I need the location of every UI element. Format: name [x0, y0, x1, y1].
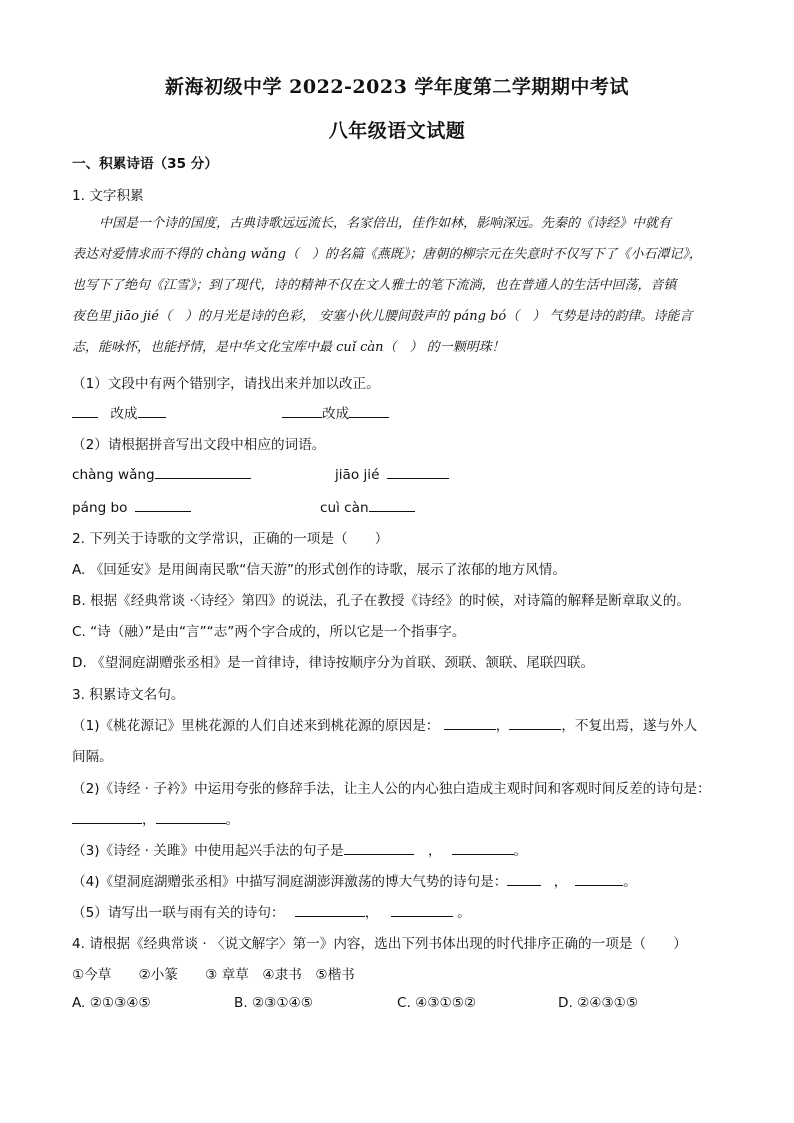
passage-line: 夜色里 jiāo jié（ ）的月光是诗的色彩， 安塞小伙儿腰间鼓声的 páng bó（ ） 气势是诗的韵律。诗能言 [72, 309, 693, 324]
question-2-option: A. 《回延安》是用闽南民歌“信天游”的形式创作的诗歌，展示了浓郁的地方风情。 [72, 562, 566, 578]
correction-row-1 [72, 402, 166, 422]
answer-blank[interactable] [72, 809, 142, 824]
punct: 。 [513, 843, 528, 859]
question-3-item-3 [72, 839, 527, 859]
answer-blank[interactable] [138, 403, 166, 418]
pinyin-label: chàng wǎng [72, 467, 155, 483]
answer-blank[interactable] [282, 403, 322, 418]
punct: ， [427, 843, 442, 859]
answer-blank[interactable] [369, 497, 415, 512]
item-text: ，不复出焉，遂与外人 [561, 718, 698, 734]
passage-line: 中国是一个诗的国度，古典诗歌远远流长，名家倍出，佳作如林，影响深远。先秦的《诗经》中就有 [99, 216, 672, 231]
question-3-stem: 3. 积累诗文名句。 [72, 687, 185, 703]
answer-blank[interactable] [509, 715, 561, 730]
punct: 。 [623, 874, 637, 890]
question-1-stem: 1. 文字积累 [72, 188, 144, 204]
question-3-item-2-answer [72, 808, 239, 828]
question-4-items: ①今草 ②小篆 ③ 章草 ④隶书 ⑤楷书 [72, 967, 355, 983]
answer-blank[interactable] [387, 464, 449, 479]
question-3-item-4 [72, 870, 637, 890]
section-heading: 一、积累诗语（35 分） [72, 156, 218, 172]
punct: ， [364, 905, 379, 921]
answer-blank[interactable] [507, 871, 541, 886]
question-1-sub1: （1）文段中有两个错别字，请找出来并加以改正。 [72, 376, 380, 392]
item-text: （3)《诗经 · 关雎》中使用起兴手法的句子是 [72, 843, 344, 859]
pinyin-item [335, 464, 449, 483]
question-2-option: B. 根据《经典常谈 ·〈诗经〉第四》的说法，孔子在教授《诗经》的时候，对诗篇的解释是断章取义的。 [72, 593, 690, 609]
answer-blank[interactable] [344, 840, 414, 855]
pinyin-item [320, 497, 415, 516]
pinyin-item [72, 497, 191, 516]
question-1-sub2: （2）请根据拼音写出文段中相应的词语。 [72, 437, 326, 453]
pinyin-label: jiāo jié [335, 467, 380, 483]
question-3-item-5 [72, 901, 471, 921]
punct: ， [142, 812, 156, 828]
punct: 。 [225, 812, 240, 828]
correction-label: 改成 [110, 406, 138, 422]
passage-line: 表达对爱情求而不得的 chàng wǎng（ ）的名篇《燕既》；唐朝的柳宗元在失意时不仅写下了《小石潭记》， [72, 247, 702, 262]
item-text: （5）请写出一联与雨有关的诗句： [72, 905, 285, 921]
punct: 。 [457, 905, 471, 921]
exam-title: 新海初级中学 2022-2023 学年度第二学期期中考试 [165, 76, 629, 98]
exam-subtitle: 八年级语文试题 [328, 120, 466, 142]
item-text: （1)《桃花源记》里桃花源的人们自述来到桃花源的原因是： [72, 718, 440, 734]
question-1-passage [72, 208, 722, 363]
question-4-option-c[interactable]: C. ④③①⑤② [397, 995, 477, 1011]
passage-line: 志，能咏怀，也能抒情，是中华文化宝库中最 cuǐ càn（ ） 的一颗明珠！ [72, 340, 505, 355]
pinyin-item [72, 464, 251, 483]
pinyin-label: páng bo [72, 500, 128, 516]
answer-blank[interactable] [295, 902, 365, 917]
punct: ， [553, 874, 568, 890]
answer-blank[interactable] [72, 403, 98, 418]
answer-blank[interactable] [135, 497, 191, 512]
punct: ， [495, 718, 510, 734]
answer-blank[interactable] [155, 464, 251, 479]
pinyin-label: cuì càn [320, 500, 369, 516]
question-2-option: C. “诗（融）”是由“言”“志”两个字合成的，所以它是一个指事字。 [72, 624, 466, 640]
question-3-item-2: （2)《诗经 · 子衿》中运用夸张的修辞手法，让主人公的内心独白造成主观时间和客观时间反差的诗句是： [72, 781, 711, 797]
question-2-stem: 2. 下列关于诗歌的文学常识，正确的一项是（ ） [72, 531, 389, 547]
answer-blank[interactable] [452, 840, 514, 855]
passage-line: 也写下了绝句《江雪》；到了现代，诗的精神不仅在文人雅士的笔下流淌，也在普通人的生活中回荡，音镇 [72, 278, 677, 293]
answer-blank[interactable] [391, 902, 453, 917]
answer-blank[interactable] [575, 871, 623, 886]
question-2-option: D. 《望洞庭湖赠张丞相》是一首律诗，律诗按顺序分为首联、颈联、颔联、尾联四联。 [72, 655, 595, 671]
question-3-item-1-cont: 间隔。 [72, 749, 113, 765]
question-4-option-a[interactable]: A. ②①③④⑤ [72, 995, 151, 1011]
question-3-item-1 [72, 714, 697, 734]
correction-row-2 [282, 402, 389, 422]
answer-blank[interactable] [444, 715, 496, 730]
item-text: （4)《望洞庭湖赠张丞相》中描写洞庭湖澎湃激荡的博大气势的诗句是： [72, 874, 508, 890]
answer-blank[interactable] [156, 809, 226, 824]
question-4-option-b[interactable]: B. ②③①④⑤ [234, 995, 313, 1011]
correction-label: 改成 [322, 406, 350, 422]
question-4-option-d[interactable]: D. ②④③①⑤ [558, 995, 639, 1011]
answer-blank[interactable] [349, 403, 389, 418]
question-4-stem: 4. 请根据《经典常谈 · 〈说文解字〉第一》内容，选出下列书体出现的时代排序正确的一项是（ ） [72, 936, 687, 952]
